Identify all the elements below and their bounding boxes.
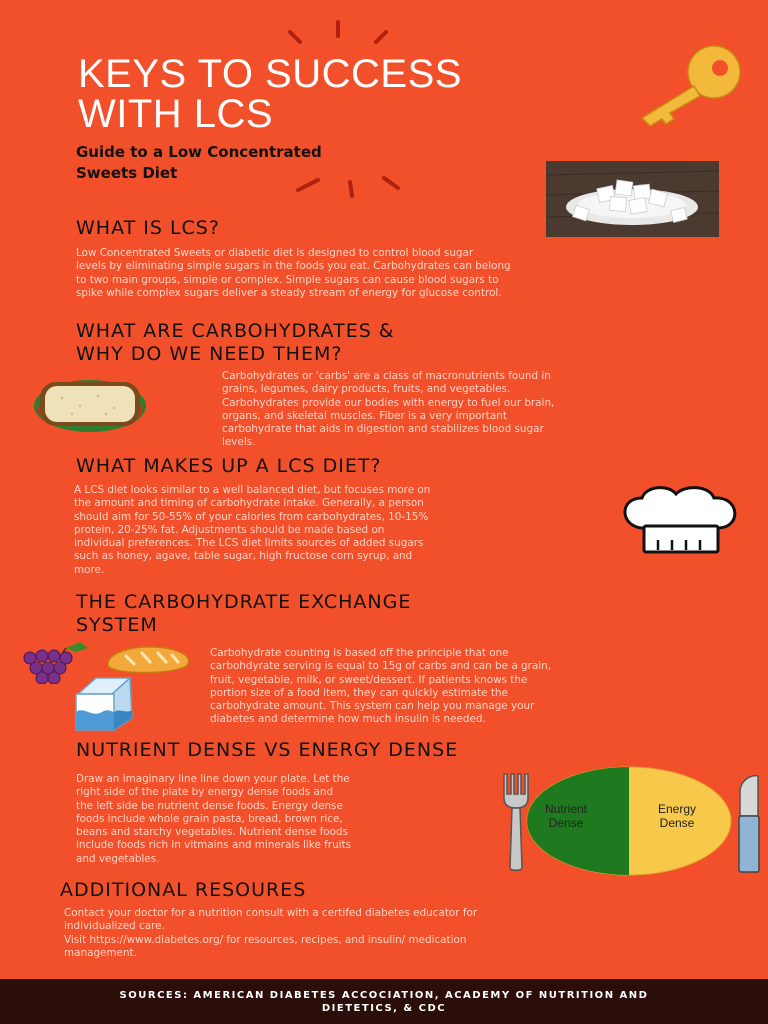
section-body-carbohydrates: Carbohydrates or 'carbs' are a class of macronutrients found in grains, legumes, dairy products, fruits, and vegetables. Carbohydrates provide our bodies with energy to fuel our brain, organs, and skeletal muscles. Fiber is a very important carbohydrate that aids in digestion and stabilizes blood sugar levels. <box>222 370 555 449</box>
key-icon <box>628 40 752 126</box>
section-body-exchange-system: Carbohydrate counting is based off the principle that one carbohdyrate serving is equal to 15g of carbs and can be a grain, fruit, vegetable, milk, or sweet/dessert. If patients knows the portion size of a food item, they can quickly estimate the carbohydrate amount. This system can help you manage your diabetes and determine how much insulin is needed. <box>210 647 552 726</box>
page-title: KEYS TO SUCCESS WITH LCS <box>78 52 462 136</box>
knife-icon <box>734 772 764 874</box>
chef-hat-icon <box>614 484 750 556</box>
section-heading-carbohydrates: WHAT ARE CARBOHYDRATES & WHY DO WE NEED THEM? <box>76 320 395 365</box>
section-body-what-is-lcs: Low Concentrated Sweets or diabetic diet is designed to control blood sugar levels by eliminating simple sugars in the foods you eat. Carbohydrates can belong to two main groups, simple or complex. Simple sugars can cause blood sugars to spike while complex sugars deliver a steady stream of energy for glucose control. <box>76 247 511 299</box>
section-body-nutrient-dense: Draw an imaginary line line down your plate. Let the right side of the plate by energy dense foods and the left side be nutrient dense foods. Energy dense foods include whole grain pasta, bread, brown rice, beans and starchy vegetables. Nutrient dense foods include foods rich in vitmains and minerals like fruits and vegetables. <box>76 773 352 865</box>
section-heading-resources: ADDITIONAL RESOURES <box>60 879 307 901</box>
section-heading-lcs-diet: WHAT MAKES UP A LCS DIET? <box>76 455 382 477</box>
milk-carton-icon <box>72 672 136 732</box>
page-subtitle: Guide to a Low Concentrated Sweets Diet <box>76 143 322 182</box>
section-heading-what-is-lcs: WHAT IS LCS? <box>76 217 220 239</box>
plate-label-nutrient: Nutrient Dense <box>544 802 588 830</box>
sandwich-icon <box>32 376 148 434</box>
plate-label-energy: Energy Dense <box>657 802 697 830</box>
section-body-lcs-diet: A LCS diet looks similar to a well balanced diet, but focuses more on the amount and timing of carbohydrate intake. Generally, a person should aim for 50-55% of your calories from carbohydrates, 10-15% protein, 20-25% fat. Adjustments should be made based on individual preferences. The LCS diet limits sources of added sugars such as honey, agave, table sugar, high fructose corn syrup, and more. <box>74 484 431 576</box>
resources-link[interactable]: Visit https://www.diabetes.org/ for resources, recipes, and insulin/ medication <box>64 933 467 946</box>
footer-sources: SOURCES: AMERICAN DIABETES ACCOCIATION, ACADEMY OF NUTRITION AND DIETETICS, & CDC <box>119 990 649 1014</box>
sugar-cubes-image <box>546 161 719 237</box>
section-body-resources: Contact your doctor for a nutrition consult with a certifed diabetes educator for individualized care. Visit https://www.diabetes.org/ for resources, recipes, and insulin/ medication management. <box>64 907 744 960</box>
section-heading-nutrient-dense: NUTRIENT DENSE VS ENERGY DENSE <box>76 739 459 761</box>
section-heading-exchange-system: THE CARBOHYDRATE EXCHANGE SYSTEM <box>76 591 412 636</box>
